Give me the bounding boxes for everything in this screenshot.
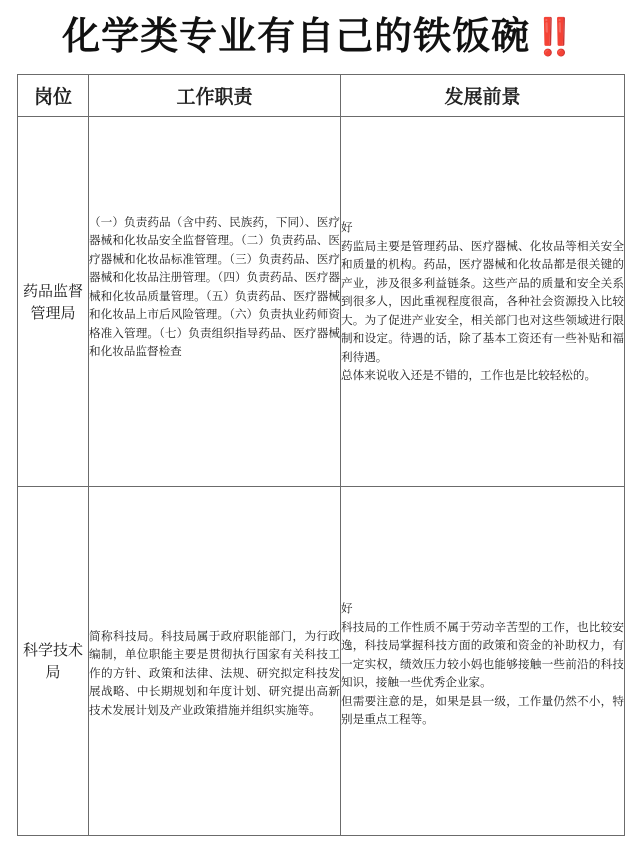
outlook-paragraph: 科技局的工作性质不属于劳动辛苦型的工作，也比较安逸，科技局掌握科技方面的政策和资金的补助权力，有一定实权，绩效压力较小妈也能够接触一些前沿的科技知识，接触一些优秀企业家。 — [341, 619, 624, 690]
outlook-content — [341, 599, 624, 729]
double-exclamation-icon: ‼️ — [532, 17, 578, 58]
header-position: 岗位 — [18, 75, 89, 117]
duties-text: 简称科技局。科技局属于政府职能部门，为行政编制，单位职能主要是贯彻执行国家有关科技工作的方针、政策和法律、法规、研究拟定科技发展战略、中长期规划和年度计划、研究提出高新技术发展计划及产业政策措施并组织实施等。 — [89, 628, 340, 717]
page-title — [0, 12, 640, 60]
duties-cell — [89, 487, 341, 836]
table-row — [18, 487, 625, 836]
position-cell — [18, 487, 89, 836]
outlook-rating: 好 — [341, 220, 353, 235]
position-name: 科学技术局 — [22, 641, 83, 681]
table-row — [18, 117, 625, 487]
outlook-paragraph: 总体来说收入还是不错的，工作也是比较轻松的。 — [341, 368, 597, 383]
job-table — [17, 74, 625, 836]
header-outlook: 发展前景 — [341, 75, 625, 117]
outlook-cell — [341, 117, 625, 487]
outlook-rating: 好 — [341, 601, 353, 616]
duties-text: （一）负责药品（含中药、民族药，下同）、医疗器械和化妆品安全监督管理。（二）负责药品、医疗器械和化妆品标准管理。（三）负责药品、医疗器械和化妆品注册管理。（四）负责药品、医疗器械和化妆品质量管理。（五）负责药品、医疗器械和化妆品上市后风险管理。（六）负责执业药师资格准入管理。（七）负责组织指导药品、医疗器械和化妆品监督检查 — [89, 214, 340, 358]
outlook-content — [341, 218, 624, 385]
header-duties: 工作职责 — [89, 75, 341, 117]
position-name: 药品监督管理局 — [22, 281, 83, 322]
outlook-cell — [341, 487, 625, 836]
title-text: 化学类专业有自己的铁饭碗 — [62, 14, 531, 58]
duties-cell — [89, 117, 341, 487]
position-cell — [18, 117, 89, 487]
table-header-row — [18, 75, 625, 117]
outlook-paragraph: 药监局主要是管理药品、医疗器械、化妆品等相关安全和质量的机构。药品，医疗器械和化妆品都是很关键的产业，涉及很多利益链条。这些产品的质量和安全关系到很多人，因此重视程度很高，各种社会资源投入比较大。为了促进产业安全，相关部门也对这些领域进行限制和设定。待遇的话，除了基本工资还有一些补贴和福利待遇。 — [341, 238, 624, 364]
outlook-paragraph: 但需要注意的是，如果是县一级，工作量仍然不小，特别是重点工程等。 — [341, 693, 624, 727]
